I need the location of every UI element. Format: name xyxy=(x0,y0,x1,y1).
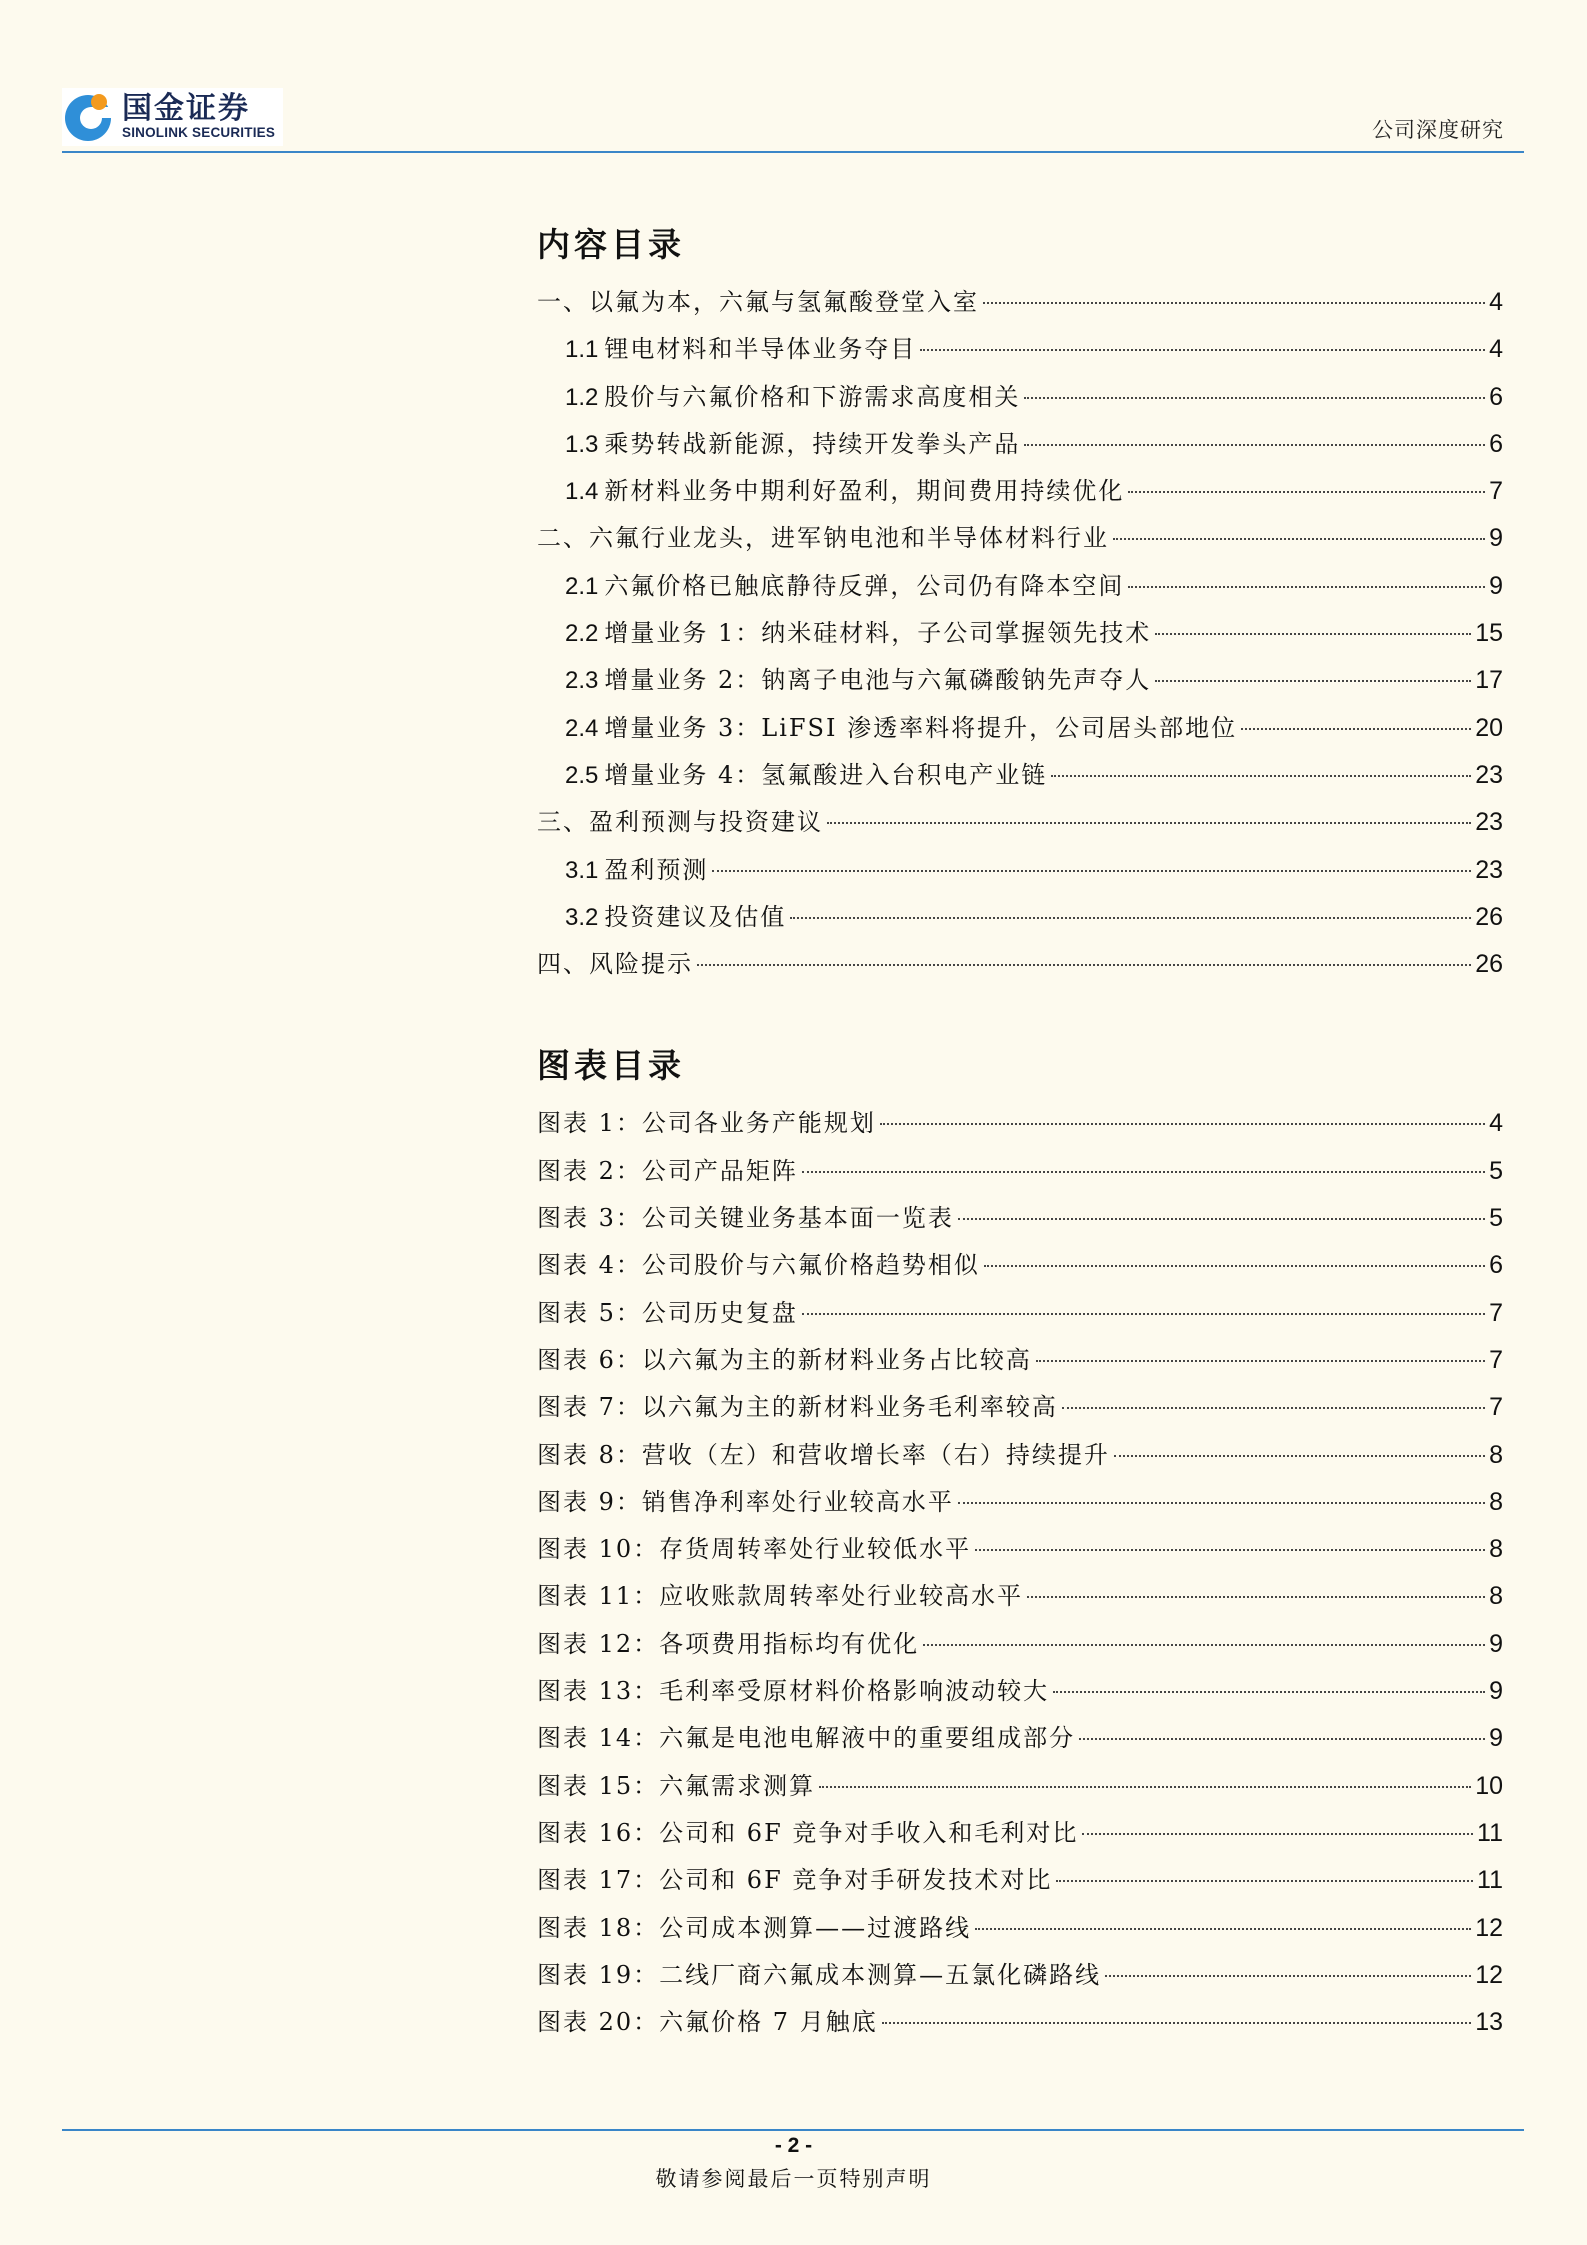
page-number: - 2 - xyxy=(774,2134,813,2157)
toc-entry-page: 6 xyxy=(1489,1251,1503,1280)
toc-entry-page: 20 xyxy=(1475,713,1503,742)
dot-leader xyxy=(880,1123,1485,1125)
toc-entry-page: 7 xyxy=(1489,477,1503,506)
dot-leader xyxy=(958,1218,1485,1220)
figure-toc-entry[interactable] xyxy=(537,1955,1503,2002)
dot-leader xyxy=(802,1171,1485,1173)
toc-entry-label xyxy=(537,1529,971,1564)
dot-leader xyxy=(1082,1833,1473,1835)
toc-entry-page: 12 xyxy=(1475,1913,1503,1942)
company-logo xyxy=(62,88,283,146)
figure-toc-entry[interactable] xyxy=(537,1435,1503,1482)
toc-entry[interactable] xyxy=(537,282,1503,329)
toc-entry-page: 4 xyxy=(1489,288,1503,316)
dot-leader xyxy=(923,1644,1485,1646)
toc-entry-number: 2.3 xyxy=(565,667,599,695)
toc-entry-text: 四、风险提示 xyxy=(537,950,693,979)
toc-entry-number: 3.1 xyxy=(565,856,599,884)
dot-leader xyxy=(984,1265,1485,1267)
toc-entry-label xyxy=(537,1103,876,1138)
toc-entry-label xyxy=(537,1387,1058,1422)
footer-disclaimer: 敬请参阅最后一页特别声明 xyxy=(655,2167,932,2191)
toc-entry-text: 股价与六氟价格和下游需求高度相关 xyxy=(604,382,1021,411)
toc-entry-label xyxy=(537,1482,954,1517)
toc-entry[interactable] xyxy=(537,518,1503,565)
dot-leader xyxy=(697,964,1471,966)
toc-entry-label xyxy=(537,1151,798,1186)
toc-entry-label xyxy=(537,1955,1101,1990)
figure-toc-entry[interactable] xyxy=(537,1813,1503,1860)
toc-entry[interactable] xyxy=(537,755,1503,802)
toc-entry-label xyxy=(537,1245,980,1280)
dot-leader xyxy=(1128,491,1485,493)
toc-entry-number: 1.2 xyxy=(565,383,599,411)
toc-entry-text: 图表 12：各项费用指标均有优化 xyxy=(537,1629,920,1658)
toc-entry-page: 23 xyxy=(1475,760,1503,789)
dot-leader xyxy=(1114,1455,1485,1457)
toc-entry[interactable] xyxy=(537,708,1503,755)
figure-toc-entry[interactable] xyxy=(537,2002,1503,2049)
dot-leader xyxy=(819,1786,1471,1788)
dot-leader xyxy=(1036,1360,1485,1362)
toc-entry-text: 一、以氟为本，六氟与氢氟酸登堂入室 xyxy=(537,288,979,316)
toc-entry[interactable] xyxy=(537,897,1503,944)
toc-entry[interactable] xyxy=(537,802,1503,849)
toc-entry-label xyxy=(537,802,823,837)
toc-entry-number: 2.1 xyxy=(565,572,599,600)
dot-leader xyxy=(827,822,1471,824)
toc-entry-text: 新材料业务中期利好盈利，期间费用持续优化 xyxy=(604,477,1125,506)
figure-toc-title: 图表目录 xyxy=(537,1046,685,1086)
report-type-label: 公司深度研究 xyxy=(1372,118,1504,142)
toc-list xyxy=(537,282,1503,991)
toc-entry-page: 8 xyxy=(1489,1487,1503,1516)
toc-entry-page: 5 xyxy=(1489,1204,1503,1233)
toc-entry-text: 图表 19：二线厂商六氟成本测算—五氯化磷路线 xyxy=(537,1960,1102,1989)
figure-toc-entry[interactable] xyxy=(537,1671,1503,1718)
toc-entry-page: 11 xyxy=(1477,1818,1503,1847)
toc-entry-label xyxy=(565,471,1124,506)
dot-leader xyxy=(1027,1596,1485,1598)
toc-entry[interactable] xyxy=(537,424,1503,471)
toc-entry-text: 锂电材料和半导体业务夺目 xyxy=(604,335,917,364)
dot-leader xyxy=(1155,680,1471,682)
dot-leader xyxy=(1056,1880,1473,1882)
toc-entry-number: 1.4 xyxy=(565,478,599,506)
toc-entry-text: 图表 16：公司和 6F 竞争对手收入和毛利对比 xyxy=(537,1818,1079,1847)
toc-entry-label xyxy=(565,850,708,885)
figure-toc-list xyxy=(537,1103,1503,2049)
page-header xyxy=(62,88,1524,150)
toc-entry-page: 4 xyxy=(1489,1109,1503,1138)
toc-entry-label xyxy=(537,1198,954,1233)
toc-entry-page: 9 xyxy=(1489,524,1503,553)
toc-entry[interactable] xyxy=(537,944,1503,991)
dot-leader xyxy=(1024,397,1485,399)
toc-entry-text: 图表 3：公司关键业务基本面一览表 xyxy=(537,1204,954,1233)
dot-leader xyxy=(983,302,1485,304)
toc-entry-page: 5 xyxy=(1489,1156,1503,1185)
dot-leader xyxy=(1128,586,1485,588)
toc-entry-label xyxy=(565,708,1237,743)
section-gap xyxy=(537,991,1503,1041)
figure-toc-entry[interactable] xyxy=(537,1387,1503,1434)
toc-entry[interactable] xyxy=(537,329,1503,376)
logo-text xyxy=(122,93,275,141)
toc-entry-text: 增量业务 2：钠离子电池与六氟磷酸钠先声夺人 xyxy=(604,666,1152,695)
toc-entry-label xyxy=(537,944,693,979)
toc-entry-label xyxy=(537,1718,1075,1753)
toc-entry-page: 9 xyxy=(1489,1724,1503,1753)
toc-entry-label xyxy=(537,518,1109,553)
toc-entry-label xyxy=(565,377,1020,412)
toc-entry-page: 6 xyxy=(1489,382,1503,411)
toc-entry[interactable] xyxy=(537,660,1503,707)
dot-leader xyxy=(975,1928,1471,1930)
toc-entry[interactable] xyxy=(537,471,1503,518)
toc-entry-label xyxy=(565,897,786,932)
toc-entry-label xyxy=(565,613,1151,648)
toc-entry-page: 6 xyxy=(1489,429,1503,458)
toc-entry-page: 9 xyxy=(1489,1677,1503,1706)
toc-entry-label xyxy=(537,1813,1078,1848)
toc-entry-text: 图表 7：以六氟为主的新材料业务毛利率较高 xyxy=(537,1393,1058,1422)
toc-entry[interactable] xyxy=(537,613,1503,660)
toc-entry-page: 12 xyxy=(1475,1960,1503,1989)
toc-entry-label xyxy=(537,1435,1110,1470)
toc-entry-label xyxy=(565,424,1020,459)
toc-entry-label xyxy=(565,755,1047,790)
toc-entry-page: 15 xyxy=(1475,619,1503,648)
toc-entry-text: 增量业务 1：纳米硅材料，子公司掌握领先技术 xyxy=(604,619,1152,648)
toc-entry-page: 17 xyxy=(1475,666,1503,695)
dot-leader xyxy=(712,870,1471,872)
toc-entry-number: 2.2 xyxy=(565,620,599,648)
figure-toc-entry[interactable] xyxy=(537,1293,1503,1340)
dot-leader xyxy=(975,1549,1485,1551)
toc-entry-text: 图表 6：以六氟为主的新材料业务占比较高 xyxy=(537,1345,1032,1374)
toc-entry[interactable] xyxy=(537,566,1503,613)
logo-english-name: SINOLINK SECURITIES xyxy=(122,125,276,140)
toc-entry-number: 3.2 xyxy=(565,903,599,931)
figure-toc-entry[interactable] xyxy=(537,1482,1503,1529)
toc-entry-text: 图表 17：公司和 6F 竞争对手研发技术对比 xyxy=(537,1866,1053,1895)
dot-leader xyxy=(1155,633,1471,635)
toc-entry-text: 图表 2：公司产品矩阵 xyxy=(537,1156,798,1185)
toc-entry[interactable] xyxy=(537,377,1503,424)
dot-leader xyxy=(1241,728,1471,730)
toc-entry-page: 23 xyxy=(1475,808,1503,837)
toc-entry-label xyxy=(537,1340,1032,1375)
toc-entry-label xyxy=(565,329,916,364)
sinolink-logo-icon xyxy=(62,91,114,143)
dot-leader xyxy=(1079,1738,1485,1740)
toc-entry-page: 9 xyxy=(1489,571,1503,600)
dot-leader xyxy=(1062,1407,1485,1409)
logo-chinese-name: 国金证券 xyxy=(122,91,250,126)
toc-title: 内容目录 xyxy=(537,225,685,264)
toc-entry-text: 图表 14：六氟是电池电解液中的重要组成部分 xyxy=(537,1724,1076,1753)
toc-entry-label xyxy=(537,1293,798,1328)
toc-entry-page: 8 xyxy=(1489,1582,1503,1611)
toc-entry-text: 图表 5：公司历史复盘 xyxy=(537,1298,798,1327)
toc-entry-text: 图表 18：公司成本测算——过渡路线 xyxy=(537,1913,972,1942)
toc-entry-page: 10 xyxy=(1475,1771,1503,1800)
toc-entry-text: 图表 20：六氟价格 7 月触底 xyxy=(537,2008,878,2037)
toc-entry-page: 4 xyxy=(1489,335,1503,364)
figure-toc-entry[interactable] xyxy=(537,1860,1503,1907)
figure-toc-entry[interactable] xyxy=(537,1529,1503,1576)
toc-entry-page: 8 xyxy=(1489,1440,1503,1469)
figure-toc-entry[interactable] xyxy=(537,1340,1503,1387)
dot-leader xyxy=(802,1313,1485,1315)
footer-divider xyxy=(62,2129,1524,2131)
toc-entry-text: 增量业务 4：氢氟酸进入台积电产业链 xyxy=(604,760,1048,789)
toc-entry-page: 23 xyxy=(1475,855,1503,884)
dot-leader xyxy=(1053,1691,1485,1693)
toc-entry-label xyxy=(537,1624,919,1659)
figure-toc-entry[interactable] xyxy=(537,1576,1503,1623)
toc-entry-text: 图表 10：存货周转率处行业较低水平 xyxy=(537,1535,972,1564)
toc-entry-label xyxy=(537,1860,1052,1895)
toc-entry-page: 26 xyxy=(1475,902,1503,931)
figure-toc-entry[interactable] xyxy=(537,1198,1503,1245)
toc-entry-number: 2.4 xyxy=(565,714,599,742)
figure-toc-entry[interactable] xyxy=(537,1624,1503,1671)
toc-entry-text: 图表 13：毛利率受原材料价格影响波动较大 xyxy=(537,1677,1050,1706)
toc-entry-label xyxy=(537,2002,878,2037)
toc-entry-text: 增量业务 3：LiFSI 渗透率料将提升，公司居头部地位 xyxy=(604,713,1238,742)
page-content xyxy=(537,220,1503,2049)
toc-entry-page: 11 xyxy=(1477,1866,1503,1895)
toc-entry-page: 26 xyxy=(1475,950,1503,979)
toc-entry-text: 图表 11：应收账款周转率处行业较高水平 xyxy=(537,1582,1024,1611)
figure-toc-entry[interactable] xyxy=(537,1245,1503,1292)
toc-entry-text: 投资建议及估值 xyxy=(604,902,787,931)
dot-leader xyxy=(1113,538,1485,540)
toc-entry-text: 六氟价格已触底静待反弹，公司仍有降本空间 xyxy=(604,571,1125,600)
toc-entry-label xyxy=(537,1766,815,1801)
dot-leader xyxy=(1051,775,1471,777)
dot-leader xyxy=(882,2022,1471,2024)
toc-entry-number: 1.3 xyxy=(565,430,599,458)
toc-entry-text: 图表 1：公司各业务产能规划 xyxy=(537,1109,876,1138)
toc-entry-page: 13 xyxy=(1475,2008,1503,2037)
toc-entry-label xyxy=(537,282,979,317)
toc-entry-text: 图表 15：六氟需求测算 xyxy=(537,1771,816,1800)
dot-leader xyxy=(958,1502,1485,1504)
toc-entry-page: 8 xyxy=(1489,1535,1503,1564)
toc-entry-label xyxy=(537,1908,971,1943)
toc-entry-text: 三、盈利预测与投资建议 xyxy=(537,808,823,837)
toc-entry-label xyxy=(565,660,1151,695)
toc-entry-page: 7 xyxy=(1489,1393,1503,1422)
dot-leader xyxy=(1105,1975,1471,1977)
dot-leader xyxy=(790,917,1471,919)
toc-entry-page: 7 xyxy=(1489,1345,1503,1374)
toc-entry-text: 二、六氟行业龙头，进军钠电池和半导体材料行业 xyxy=(537,524,1109,553)
figure-toc-entry[interactable] xyxy=(537,1103,1503,1150)
figure-toc-entry[interactable] xyxy=(537,1151,1503,1198)
toc-entry[interactable] xyxy=(537,850,1503,897)
figure-toc-entry[interactable] xyxy=(537,1908,1503,1955)
toc-entry-label xyxy=(565,566,1124,601)
toc-entry-text: 盈利预测 xyxy=(604,855,709,884)
toc-entry-page: 7 xyxy=(1489,1298,1503,1327)
toc-entry-number: 2.5 xyxy=(565,761,599,789)
toc-entry-text: 乘势转战新能源，持续开发拳头产品 xyxy=(604,429,1021,458)
header-divider xyxy=(62,151,1524,153)
toc-entry-label xyxy=(537,1671,1049,1706)
toc-entry-number: 1.1 xyxy=(565,336,599,364)
toc-entry-text: 图表 8：营收（左）和营收增长率（右）持续提升 xyxy=(537,1440,1110,1469)
toc-entry-label xyxy=(537,1576,1023,1611)
toc-entry-text: 图表 4：公司股价与六氟价格趋势相似 xyxy=(537,1251,980,1280)
dot-leader xyxy=(920,349,1485,351)
figure-toc-entry[interactable] xyxy=(537,1766,1503,1813)
dot-leader xyxy=(1024,444,1485,446)
figure-toc-entry[interactable] xyxy=(537,1718,1503,1765)
toc-entry-text: 图表 9：销售净利率处行业较高水平 xyxy=(537,1487,954,1516)
toc-entry-page: 9 xyxy=(1489,1629,1503,1658)
